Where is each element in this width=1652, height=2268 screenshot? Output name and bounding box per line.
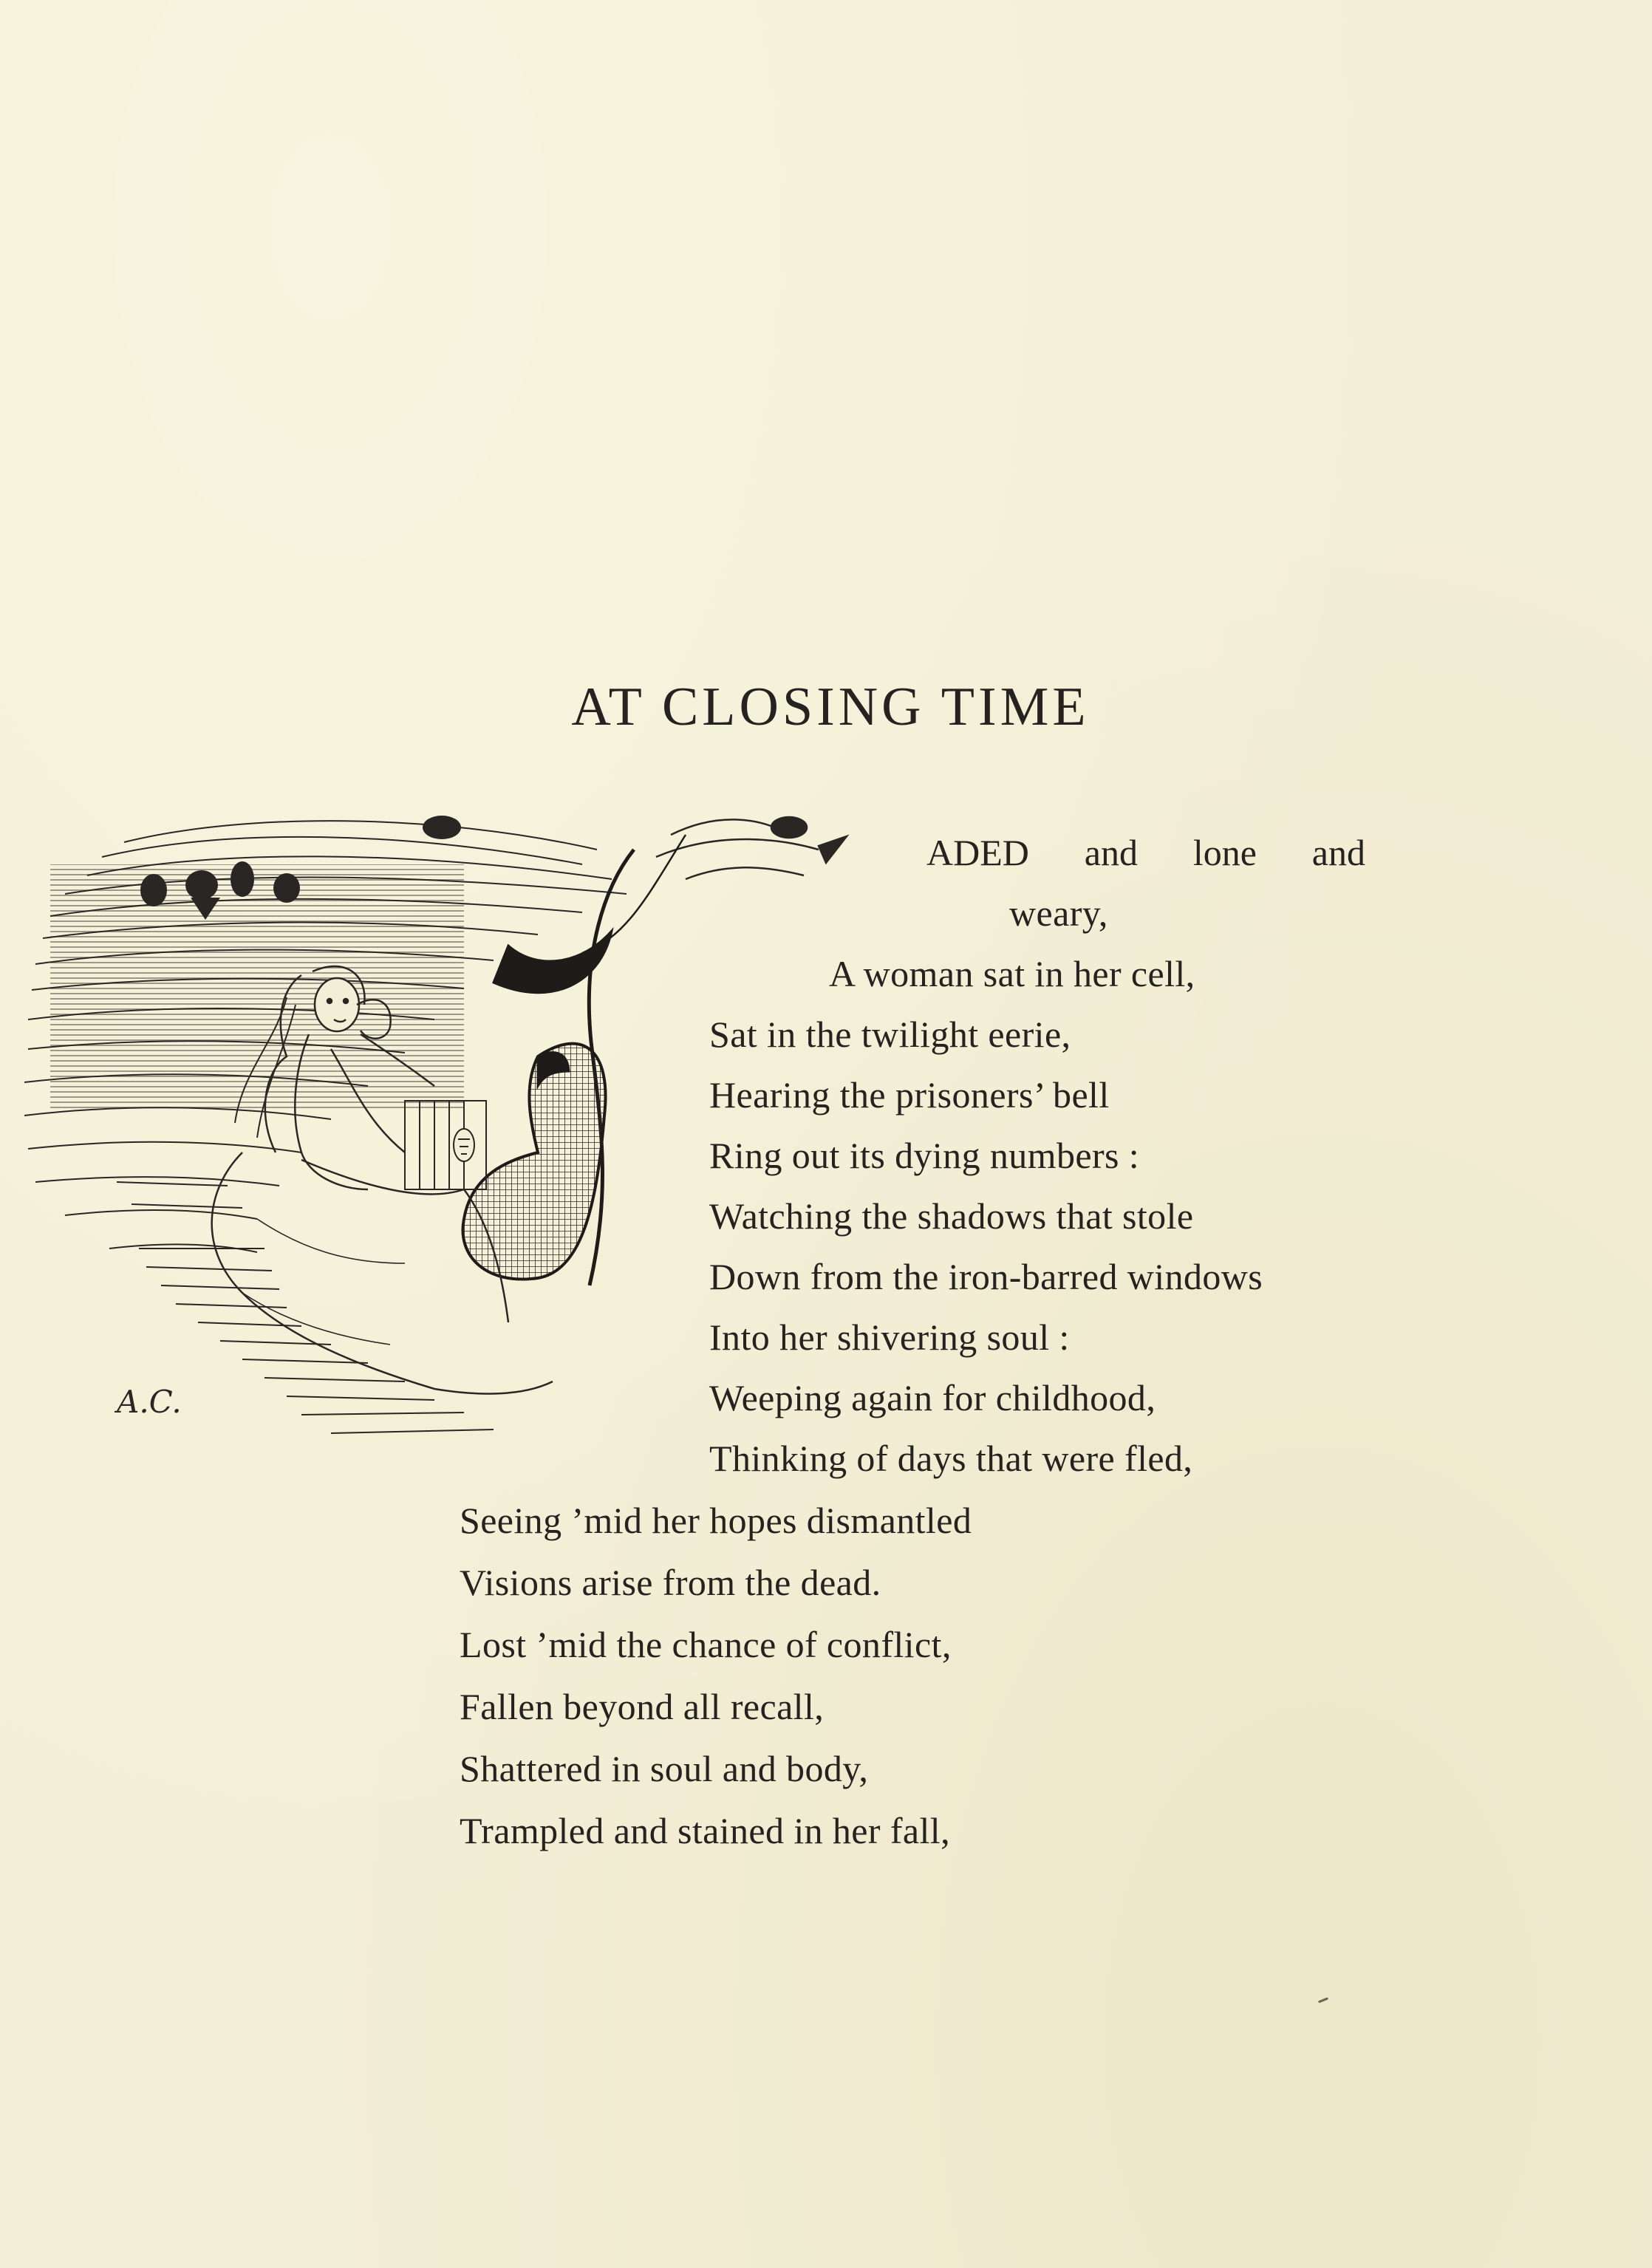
poem-line: Thinking of days that were fled,: [709, 1438, 1193, 1479]
first-line: [926, 830, 1365, 875]
first-line-word: and: [1084, 832, 1138, 873]
first-line-word: and: [1311, 832, 1365, 873]
poem-line: weary,: [1009, 892, 1108, 934]
poem-line: Weeping again for childhood,: [709, 1377, 1156, 1418]
artist-monogram: A.C.: [117, 1384, 182, 1420]
poem-line: Visions arise from the dead.: [460, 1562, 881, 1603]
poem-line: A woman sat in her cell,: [829, 953, 1195, 994]
poem-line: Watching the shadows that stole: [709, 1195, 1194, 1237]
poem-line: Ring out its dying numbers :: [709, 1135, 1140, 1176]
poem-line: Hearing the prisoners’ bell: [709, 1074, 1110, 1116]
poem-line: Down from the iron-barred windows: [709, 1256, 1263, 1297]
poem-line: Fallen beyond all recall,: [460, 1686, 825, 1727]
poem-line: Into her shivering soul :: [709, 1316, 1070, 1358]
poem-line: Lost ’mid the chance of conflict,: [460, 1624, 952, 1665]
first-line-word: ADED: [926, 832, 1029, 873]
first-line-word: lone: [1192, 832, 1257, 873]
poem-line: Sat in the twilight eerie,: [709, 1014, 1071, 1055]
page-title: AT CLOSING TIME: [571, 677, 1090, 737]
poem-line: Shattered in soul and body,: [460, 1748, 869, 1789]
poem-line: Seeing ’mid her hopes dismantled: [460, 1500, 972, 1541]
poem-line: Trampled and stained in her fall,: [460, 1810, 950, 1851]
